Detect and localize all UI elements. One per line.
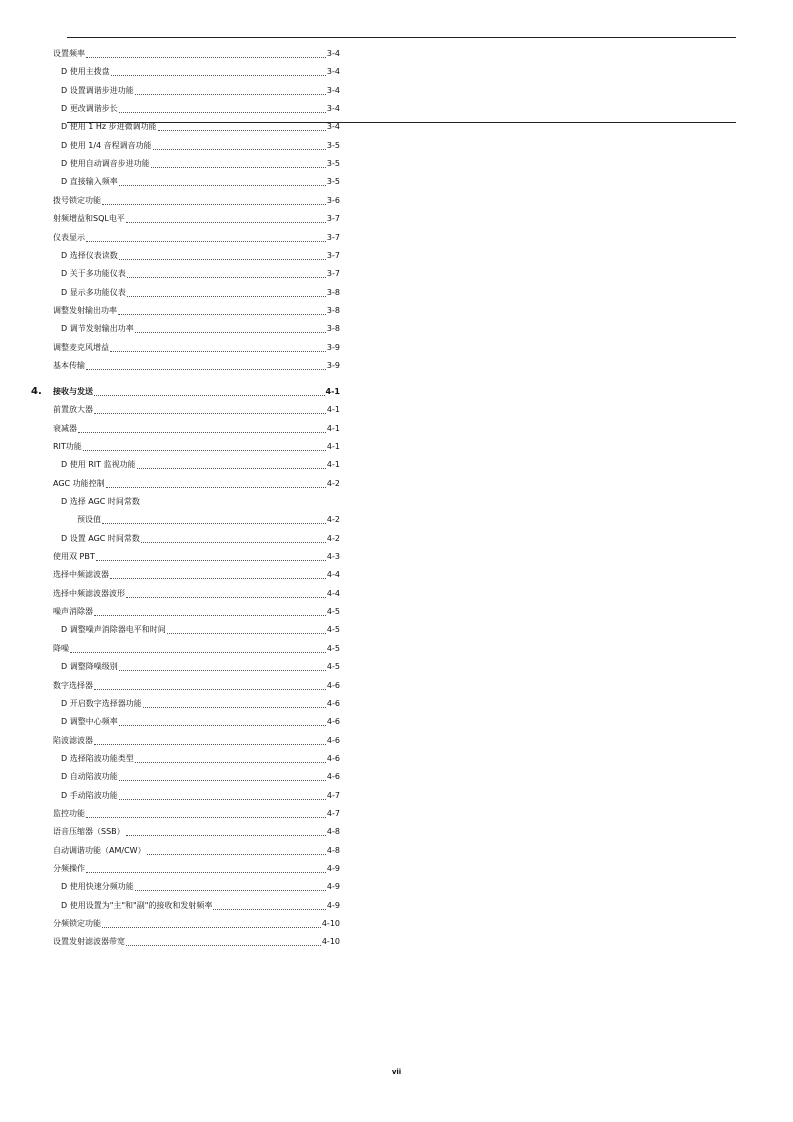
toc-entry[interactable] <box>77 513 340 527</box>
toc-entry-page: 4-9 <box>326 882 340 891</box>
toc-entry-page: 4-1 <box>326 424 340 433</box>
dot-leader <box>137 467 326 469</box>
toc-entry-title: D 设置 AGC 时间常数 <box>61 534 140 543</box>
dot-leader <box>143 706 326 708</box>
dot-leader <box>126 834 326 836</box>
toc-entry-page: 4-2 <box>326 479 340 488</box>
dot-leader <box>86 816 326 818</box>
toc-entry-page: 4-6 <box>326 717 340 726</box>
toc-entry-page: 3-7 <box>326 269 340 278</box>
toc-entry-page: 4-4 <box>326 570 340 579</box>
toc-entry-title: 分频锁定功能 <box>53 919 101 928</box>
toc-entry[interactable] <box>53 844 340 858</box>
toc-entry-page: 4-7 <box>326 791 340 800</box>
toc-entry-title: D 使用 1 Hz 步进微调功能 <box>61 122 157 131</box>
dot-leader <box>110 577 326 579</box>
toc-entry-title: 使用双 PBT <box>53 552 95 561</box>
toc-entry-page: 4-8 <box>326 846 340 855</box>
dot-leader <box>70 651 326 653</box>
dot-leader <box>119 798 326 800</box>
toc-entry-page: 4-5 <box>326 644 340 653</box>
toc-entry-title: D 关于多功能仪表 <box>61 269 126 278</box>
toc-entry[interactable] <box>61 660 340 674</box>
dot-leader <box>126 944 321 946</box>
toc-entry-page: 3-4 <box>326 122 340 131</box>
toc-entry-title: AGC 功能控制 <box>53 479 105 488</box>
toc-entry-page: 3-4 <box>326 67 340 76</box>
toc-entry-page: 3-9 <box>326 361 340 370</box>
toc-entry-page: 4-10 <box>321 919 340 928</box>
dot-leader <box>127 276 326 278</box>
dot-leader <box>147 853 326 855</box>
dot-leader <box>118 313 326 315</box>
toc-entry-title: D 显示多功能仪表 <box>61 288 126 297</box>
toc-entry-page: 4-4 <box>326 589 340 598</box>
toc-entry-title: 基本传输 <box>53 361 85 370</box>
toc-entry-title: D 开启数字选择器功能 <box>61 699 142 708</box>
toc-entry-page: 3-8 <box>326 306 340 315</box>
toc-entry-title: D 设置调谐步进功能 <box>61 86 134 95</box>
dot-leader <box>119 258 326 260</box>
toc-entry-title: 前置放大器 <box>53 405 93 414</box>
toc-entry[interactable] <box>53 935 340 949</box>
toc-entry-title: 衰减器 <box>53 424 77 433</box>
toc-entry-title: 噪声消除器 <box>53 607 93 616</box>
toc-entry-page: 4-6 <box>326 699 340 708</box>
toc-entry-title: D 自动陷波功能 <box>61 772 118 781</box>
toc-entry-title: 自动调谐功能（AM/CW） <box>53 846 146 855</box>
dot-leader <box>102 203 326 205</box>
toc-entry[interactable] <box>53 642 340 656</box>
toc-entry-title: 语音压缩器（SSB） <box>53 827 125 836</box>
dot-leader <box>83 449 326 451</box>
toc-entry[interactable] <box>53 679 340 693</box>
toc-entry-page: 3-7 <box>326 233 340 242</box>
toc-entry[interactable] <box>53 917 340 931</box>
dot-leader <box>213 908 326 910</box>
toc-entry[interactable] <box>61 139 340 153</box>
toc-entry-title: D 手动陷波功能 <box>61 791 118 800</box>
toc-entry[interactable] <box>61 770 340 784</box>
dot-leader <box>158 129 326 131</box>
header-rule <box>67 37 736 38</box>
toc-entry-title: D 更改调谐步长 <box>61 104 118 113</box>
toc-entry-page: 4-1 <box>326 442 340 451</box>
toc-entry-title: 仪表显示 <box>53 233 85 242</box>
toc-entry[interactable] <box>53 304 340 318</box>
dot-leader <box>102 522 326 524</box>
toc-entry[interactable] <box>61 267 340 281</box>
toc-entry[interactable] <box>61 532 340 546</box>
toc-entry[interactable] <box>53 587 340 601</box>
toc-entry-title: D 使用设置为"主"和"副"的接收和发射频率 <box>61 901 213 910</box>
toc-entry[interactable] <box>61 752 340 766</box>
toc-entry-title: 监控功能 <box>53 809 85 818</box>
dot-leader <box>106 486 326 488</box>
dot-leader <box>96 559 326 561</box>
toc-entry[interactable] <box>61 286 340 300</box>
toc-entry-title: D 调整噪声消除器电平和时间 <box>61 625 166 634</box>
toc-entry-page: 3-4 <box>326 86 340 95</box>
toc-entry[interactable] <box>61 102 340 116</box>
page-number: vii <box>391 1068 402 1076</box>
toc-entry[interactable] <box>53 825 340 839</box>
toc-entry-title: D 选择仪表读数 <box>61 251 118 260</box>
toc-entry[interactable] <box>61 715 340 729</box>
toc-entry-page: 3-4 <box>326 49 340 58</box>
dot-leader <box>86 368 326 370</box>
toc-entry[interactable] <box>53 47 340 61</box>
dot-leader <box>135 889 326 891</box>
toc-entry-title: 接收与发送 <box>53 387 93 396</box>
dot-leader <box>119 184 326 186</box>
toc-entry-page: 3-7 <box>326 251 340 260</box>
toc-entry[interactable] <box>61 623 340 637</box>
toc-entry-title: 降噪 <box>53 644 69 653</box>
dot-leader <box>94 688 326 690</box>
toc-entry-page: 4-9 <box>326 864 340 873</box>
toc-entry-title: 射频增益和SQL电平 <box>53 214 125 223</box>
dot-leader <box>135 761 326 763</box>
toc-entry-page: 4-1 <box>325 387 340 396</box>
toc-entry[interactable] <box>61 65 340 79</box>
toc-entry-page: 4-6 <box>326 754 340 763</box>
toc-entry-page: 4-1 <box>326 405 340 414</box>
dot-leader <box>110 350 326 352</box>
toc-entry-title: D 选择 AGC 时间常数 <box>61 497 140 506</box>
toc-entry[interactable] <box>61 458 340 472</box>
toc-entry-title: D 直接输入频率 <box>61 177 118 186</box>
toc-entry-page: 3-5 <box>326 141 340 150</box>
toc-entry-page: 4-8 <box>326 827 340 836</box>
toc-entry-title: D 调整中心频率 <box>61 717 118 726</box>
toc-entry[interactable] <box>61 697 340 711</box>
dot-leader <box>126 596 326 598</box>
dot-leader <box>119 779 326 781</box>
toc-entry[interactable] <box>61 120 340 134</box>
toc-entry[interactable] <box>53 231 340 245</box>
toc-entry-page: 4-2 <box>326 515 340 524</box>
toc-entry-title: D 调节发射输出功率 <box>61 324 134 333</box>
toc-entry-title: D 使用快速分频功能 <box>61 882 134 891</box>
toc-entry-title: 选择中频滤波器 <box>53 570 109 579</box>
toc-entry-page: 3-8 <box>326 288 340 297</box>
toc-entry[interactable] <box>61 157 340 171</box>
dot-leader <box>141 541 326 543</box>
toc-entry-title: RIT功能 <box>53 442 82 451</box>
toc-entry-page: 4-5 <box>326 607 340 616</box>
toc-entry-page: 3-4 <box>326 104 340 113</box>
toc-entry[interactable] <box>61 84 340 98</box>
toc-entry-page: 4-6 <box>326 681 340 690</box>
toc-entry-page: 4-6 <box>326 772 340 781</box>
toc-entry[interactable] <box>61 495 340 509</box>
toc-entry[interactable] <box>61 880 340 894</box>
dot-leader <box>111 74 326 76</box>
toc-entry[interactable] <box>53 605 340 619</box>
dot-leader <box>119 111 326 113</box>
toc-entry-page: 3-7 <box>326 214 340 223</box>
toc-entry[interactable] <box>61 322 340 336</box>
toc-entry[interactable] <box>53 385 340 399</box>
dot-leader <box>86 56 326 58</box>
toc-entry-title: 调整麦克风增益 <box>53 343 109 352</box>
toc-entry-page: 3-5 <box>326 159 340 168</box>
dot-leader <box>135 331 326 333</box>
toc-entry-title: D 使用主拨盘 <box>61 67 110 76</box>
dot-leader <box>94 394 325 396</box>
toc-entry-title: D 使用自动调音步进功能 <box>61 159 150 168</box>
toc-entry-title: 分频操作 <box>53 864 85 873</box>
dot-leader <box>86 240 326 242</box>
dot-leader <box>127 295 326 297</box>
dot-leader <box>119 724 326 726</box>
chapter-number: 4. <box>31 386 42 397</box>
toc-entry[interactable] <box>53 477 340 491</box>
toc-entry-page: 4-10 <box>321 937 340 946</box>
toc-entry[interactable] <box>53 194 340 208</box>
toc-entry-title: 数字选择器 <box>53 681 93 690</box>
toc-entry-title: D 调整降噪级别 <box>61 662 118 671</box>
toc-entry-page: 3-9 <box>326 343 340 352</box>
toc-entry[interactable] <box>53 568 340 582</box>
dot-leader <box>135 93 326 95</box>
toc-entry[interactable] <box>61 899 340 913</box>
toc-entry[interactable] <box>53 807 340 821</box>
dot-leader <box>126 221 326 223</box>
toc-entry-page: 4-3 <box>326 552 340 561</box>
dot-leader <box>86 871 326 873</box>
toc-entry-page: 4-9 <box>326 901 340 910</box>
toc-entry[interactable] <box>53 440 340 454</box>
toc-entry-title: D 选择陷波功能类型 <box>61 754 134 763</box>
toc-entry[interactable] <box>53 212 340 226</box>
toc-entry-title: 设置频率 <box>53 49 85 58</box>
toc-entry-page: 4-7 <box>326 809 340 818</box>
toc-entry-page: 4-6 <box>326 736 340 745</box>
toc-entry-page: 4-5 <box>326 625 340 634</box>
toc-entry-title: D 使用 1/4 音程调音功能 <box>61 141 152 150</box>
toc-entry[interactable] <box>53 734 340 748</box>
toc-entry-title: 设置发射滤波器带宽 <box>53 937 125 946</box>
toc-entry-page: 4-2 <box>326 534 340 543</box>
toc-entry-title: 预设值 <box>77 515 101 524</box>
toc-entry[interactable] <box>61 175 340 189</box>
toc-entry[interactable] <box>53 341 340 355</box>
dot-leader <box>119 669 326 671</box>
toc-entry-page: 3-8 <box>326 324 340 333</box>
dot-leader <box>94 412 326 414</box>
toc-entry[interactable] <box>53 359 340 373</box>
toc-entry-title: D 使用 RIT 监视功能 <box>61 460 136 469</box>
toc-entry[interactable] <box>53 422 340 436</box>
toc-entry-title: 陷波滤波器 <box>53 736 93 745</box>
toc-entry-title: 选择中频滤波器波形 <box>53 589 125 598</box>
toc-entry-page: 3-5 <box>326 177 340 186</box>
toc-entry-page: 4-5 <box>326 662 340 671</box>
dot-leader <box>151 166 326 168</box>
dot-leader <box>102 926 321 928</box>
toc-entry[interactable] <box>53 403 340 417</box>
dot-leader <box>153 148 326 150</box>
dot-leader <box>94 614 326 616</box>
toc-entry-page: 3-6 <box>326 196 340 205</box>
toc-entry[interactable] <box>53 862 340 876</box>
toc-entry-title: 调整发射输出功率 <box>53 306 117 315</box>
dot-leader <box>94 743 326 745</box>
toc-entry[interactable] <box>61 249 340 263</box>
toc-entry-title: 拨号锁定功能 <box>53 196 101 205</box>
dot-leader <box>167 632 326 634</box>
toc-entry[interactable] <box>53 550 340 564</box>
dot-leader <box>78 431 326 433</box>
toc-entry-page: 4-1 <box>326 460 340 469</box>
toc-entry[interactable] <box>61 789 340 803</box>
